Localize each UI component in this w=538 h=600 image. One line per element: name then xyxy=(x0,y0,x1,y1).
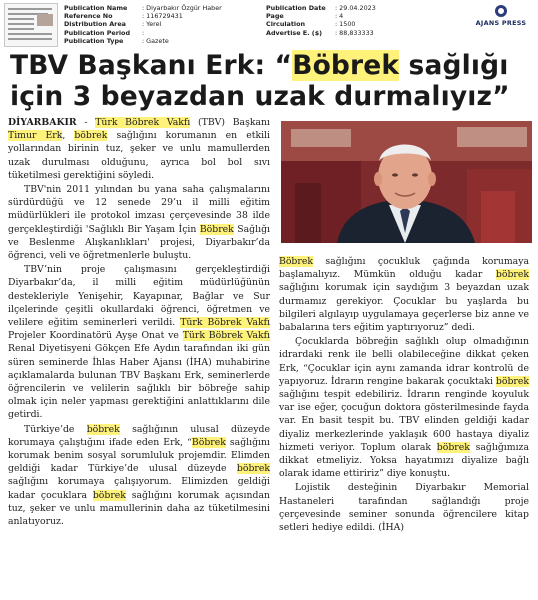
headline-line1-pre: TBV Başkanı Erk: “ xyxy=(10,50,293,81)
article-paragraph-4-continued xyxy=(279,255,529,334)
meta-key: Publication Period xyxy=(64,28,131,37)
highlighted-term: Türk Böbrek Vakfı xyxy=(95,117,191,128)
highlighted-term: böbrek xyxy=(86,423,120,435)
highlighted-term: Türk Böbrek Vakfı xyxy=(182,330,270,342)
highlighted-term: Böbrek xyxy=(199,223,234,235)
highlighted-term: böbrek xyxy=(74,130,108,142)
meta-value: : 88,833333 xyxy=(335,28,374,37)
meta-value: : 29.04.2023 xyxy=(335,4,376,12)
meta-key: Publication Type xyxy=(64,36,124,45)
text-run: sağlığımıza dikkat etmeliyiz. Yoksa hayatımızı diyalize bağlı olarak idame ettiririz” diye konuştu. xyxy=(279,441,529,480)
text-run: sağlığının ulusal düzeyde korumaya çalıştığını ifade eden Erk, “ xyxy=(8,423,270,448)
text-run: , xyxy=(62,130,75,142)
clipping-header xyxy=(0,0,538,48)
highlighted-term: böbrek xyxy=(92,489,126,501)
article-paragraph-4 xyxy=(8,423,270,529)
article-headline xyxy=(10,50,530,112)
article-paragraph-6: Lojistik desteğinin Diyarbakır Memorial Hastaneleri tarafından sağlandığı proje çerçevesinde seminer sonunda öğrencilere kitap setleri hediye edildi. (İHA) xyxy=(279,482,529,534)
text-run: Projeler Koordinatörü Ayşe Onat ve xyxy=(8,330,183,342)
publication-meta-right xyxy=(266,4,376,37)
headline-line1-post: sağlığı xyxy=(399,50,509,81)
meta-value: : Yerel xyxy=(142,20,162,29)
meta-key: Publication Name xyxy=(64,4,128,12)
article-photo xyxy=(281,121,532,243)
publication-meta-left xyxy=(64,4,222,45)
article-column-1 xyxy=(8,116,270,528)
text-run: sağlığını korumaya çalışıyorum. Elimizden geldiği kadar çocuklara xyxy=(8,476,270,501)
text-run: sağlığını korumanın en etkili yollarından birinin tuz, şeker ve unlu mamullerden uzak durulması olduğunu, ayrıca bol bol sıvı tüketilmesi gerektiğini söyledi. xyxy=(8,130,270,181)
meta-key: Reference No xyxy=(64,12,113,21)
text-run: sağlığını korumak açısından tuz, şeker ve unlu mamullerinin daha az tüketilmesini anlatıyoruz. xyxy=(8,489,270,528)
highlighted-term: böbrek xyxy=(495,375,529,387)
highlighted-term: Böbrek xyxy=(191,436,226,448)
headline-line2: için 3 beyazdan uzak durmalıyız” xyxy=(10,81,510,112)
highlighted-term: böbrek xyxy=(495,269,529,281)
article-column-2 xyxy=(279,255,529,534)
text-run: sağlığını korumak benim sosyal sorumluluk projemdir. Elimden geldiği kadar Türkiye’de ulusal düzeyde xyxy=(8,436,270,475)
globe-icon xyxy=(495,5,507,17)
page-thumbnail[interactable] xyxy=(4,3,58,47)
dateline: DİYARBAKIR xyxy=(8,117,77,128)
meta-value: : 1500 xyxy=(335,20,356,29)
highlighted-term: böbrek xyxy=(236,463,270,475)
headline-highlight: Böbrek xyxy=(292,50,400,81)
text-run: Renal Diyetisyeni Gökçen Efe Aydın tarafından iki gün süren seminerde İhlas Haber Ajansı (İHA) muhabirine açıklamalarda bulunan TBV Başkanı Erk, seminerlerde öğrencilerin ve velilerin sağlıklı bir böbreğe sahip olmak için neler yapması gerektiğini anlattıklarını dile getirdi. xyxy=(8,343,270,421)
article-paragraph-2 xyxy=(8,183,270,262)
meta-value: : 4 xyxy=(335,12,344,21)
highlighted-term: Timur Erk xyxy=(8,130,63,142)
text-run: (TBV) Başkanı xyxy=(190,117,270,128)
text-run: TBV’nin proje çalışmasını gerçekleştirdiği Diyarbakır’da, il milli eğitim müdürlüğünün destekleriyle Yenişehir, Kayapınar, Bağlar ve Sur ilçelerinde çeşitli okullardaki öğrenci, öğretmen ve velilere eğitim seminerleri verildi. xyxy=(8,264,270,329)
text-run: Sağlığı ve Beslenme Alışkanlıkları' projesi, Diyarbakır’da öğrenci, veli ve öğretmenlerle buluştu. xyxy=(8,223,270,262)
meta-value: : 116729431 xyxy=(142,12,183,21)
text-run: sağlığını çocukluk çağında korumaya başlamalıyız. Mümkün olduğu kadar xyxy=(279,256,529,281)
meta-key: Advertise E. ($) xyxy=(266,28,323,37)
article-paragraph-1 xyxy=(8,116,270,182)
highlighted-term: böbrek xyxy=(436,441,470,453)
text-run: Türkiye’de xyxy=(24,423,87,435)
text-run: - xyxy=(76,117,96,128)
text-run: sağlığını tespit edebiliriz. İdrarın renginde koyuluk var ise eğer, çocuğun doktora gösterilmesinde fayda var. En basit tespit bu. TBV elinden geldiği kadar diyaliz merkezlerinde yaklaşık 600 hastaya diyaliz hizmeti veriyor. Toplum olarak xyxy=(279,389,529,453)
highlighted-term: Böbrek xyxy=(279,256,313,267)
ajans-press-logo xyxy=(469,5,533,29)
text-run: TBV'nin 2011 yılından bu yana saha çalışmalarını sürdürdüğü ve 12 senede 29’u il milli eğitim müdürlükleri ile protokol imzası çerçevesinde 38 ilde gerçekleştirdiği 'Sağlıklı Bir Yaşam İçin xyxy=(8,184,270,235)
meta-value: : Diyarbakır Özgür Haber xyxy=(142,4,222,12)
meta-value: : xyxy=(142,28,145,37)
meta-key: Distribution Area xyxy=(64,20,126,29)
text-run: Çocuklarda böbreğin sağlıklı olup olmadığının idrardaki renk ile belli olabileceğine dikkat çeken Erk, “Çocuklar için aynı zamanda idrar kontrolü de yapıyoruz. İdrarın rengine bakarak çocuktaki xyxy=(279,336,529,387)
meta-key: Page xyxy=(266,12,284,21)
meta-key: Circulation xyxy=(266,20,306,29)
logo-text: AJANS PRESS xyxy=(475,19,527,27)
meta-value: : Gazete xyxy=(142,36,169,45)
portrait-illustration xyxy=(281,121,532,243)
article-paragraph-5 xyxy=(279,335,529,480)
text-run: sağlığını korumak için saydığım 3 beyazdan uzak durmamız gerekiyor. Çocuklar bu yaşlarda bu bilgileri algılayıp uygulamaya geçerlerse biz anne ve babalarına ters eğitim yaptırıyoruz” dedi. xyxy=(279,282,529,334)
highlighted-term: Türk Böbrek Vakfı xyxy=(180,317,271,329)
meta-key: Publication Date xyxy=(266,4,326,12)
article-paragraph-3 xyxy=(8,263,270,421)
